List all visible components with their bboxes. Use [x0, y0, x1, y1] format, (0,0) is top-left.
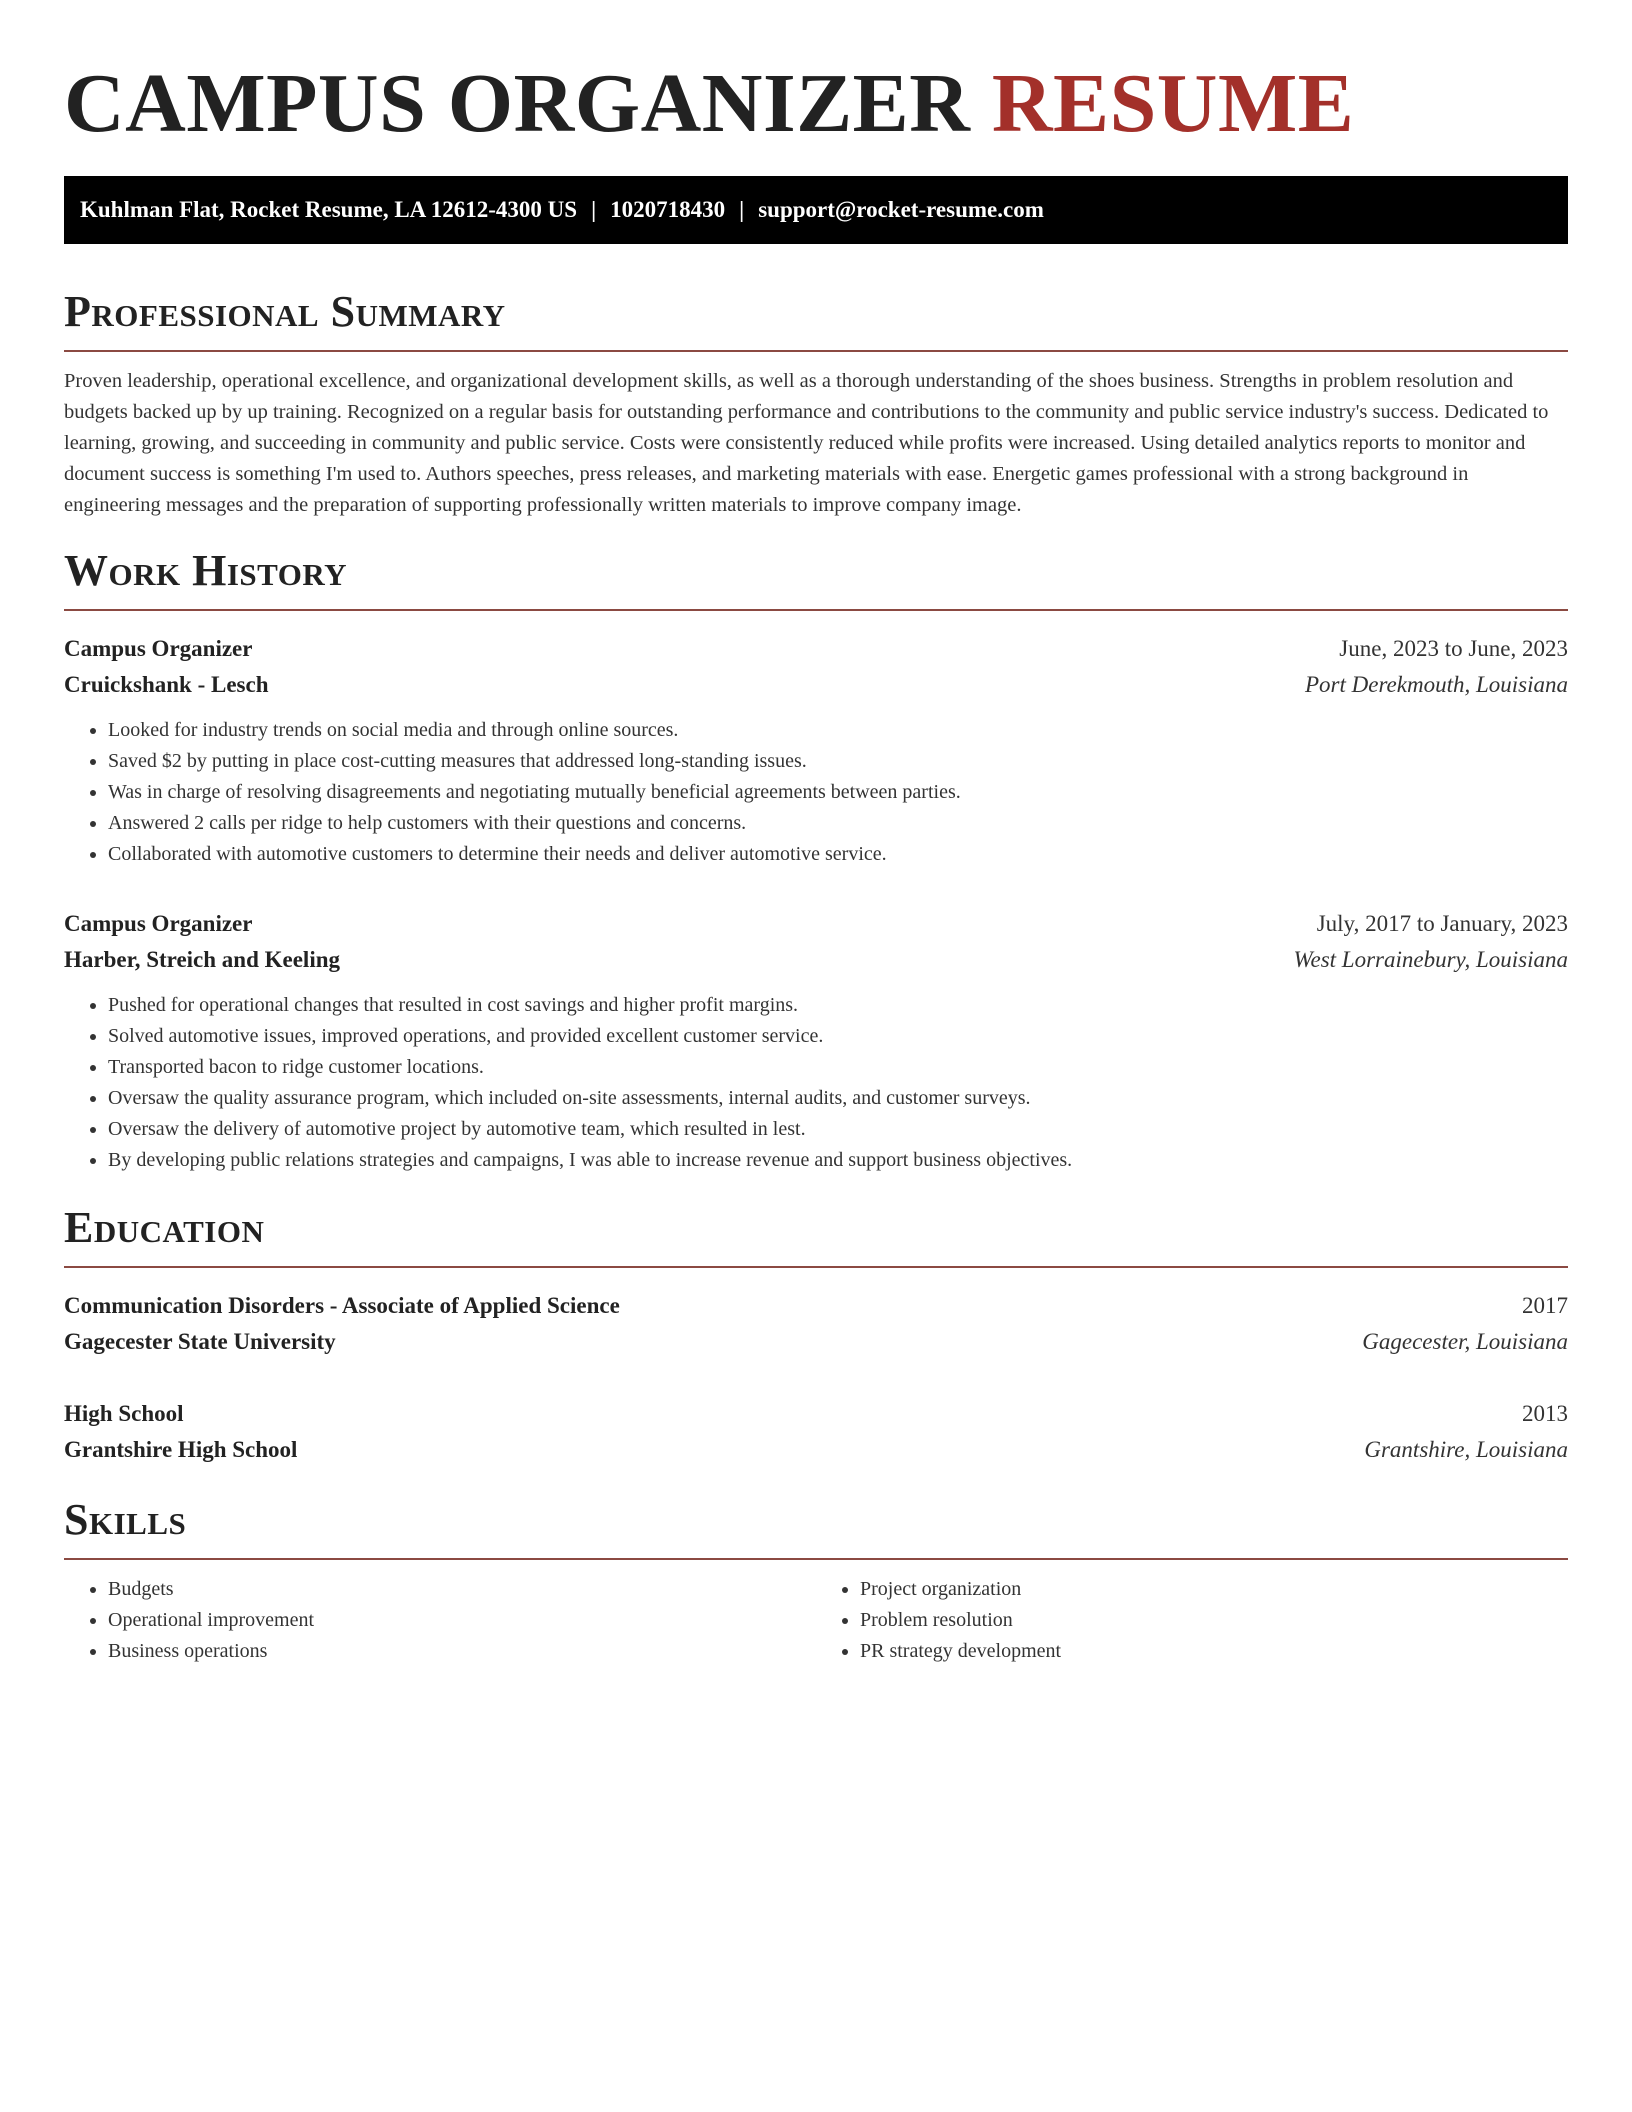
skill-item: • PR strategy development [860, 1636, 1568, 1667]
education-location: Grantshire, Louisiana [1364, 1437, 1568, 1462]
skill-item: • Problem resolution [860, 1605, 1568, 1636]
work-history-section [64, 547, 1568, 1176]
job-bullet: • Transported bacon to ridge customer locations. [108, 1052, 1568, 1083]
skill-item: • Project organization [860, 1574, 1568, 1605]
work-history-heading: Work History [64, 547, 1568, 611]
education-school: Gagecester State University [64, 1329, 336, 1354]
job-company: Harber, Streich and Keeling [64, 947, 340, 972]
skills-list [64, 1574, 816, 1667]
education-location: Gagecester, Louisiana [1362, 1329, 1568, 1354]
job-bullets [64, 990, 1568, 1176]
education-school-row [64, 1324, 1568, 1360]
education-year: 2013 [1522, 1401, 1568, 1426]
education-school: Grantshire High School [64, 1437, 298, 1462]
job-bullet: • Answered 2 calls per ridge to help customers with their questions and concerns. [108, 808, 1568, 839]
education-degree-row [64, 1396, 1568, 1432]
job-bullet: • Oversaw the quality assurance program, which included on-site assessments, internal audits, and customer surveys. [108, 1083, 1568, 1114]
contact-phone: 1020718430 [610, 197, 726, 222]
job-company-row [64, 667, 1568, 703]
education-section [64, 1204, 1568, 1468]
job-location: West Lorrainebury, Louisiana [1293, 947, 1568, 972]
job-bullet: • Oversaw the delivery of automotive project by automotive team, which resulted in lest. [108, 1114, 1568, 1145]
title-accent: RESUME [991, 57, 1355, 150]
contact-separator: | [739, 197, 745, 222]
skills-columns [64, 1574, 1568, 1667]
skills-column-right [816, 1574, 1568, 1667]
job-bullet: • Saved $2 by putting in place cost-cutting measures that addressed long-standing issues. [108, 746, 1568, 777]
job-bullet: • Was in charge of resolving disagreements and negotiating mutually beneficial agreements between parties. [108, 777, 1568, 808]
skill-item: • Operational improvement [108, 1605, 816, 1636]
skill-item: • Budgets [108, 1574, 816, 1605]
skills-list [816, 1574, 1568, 1667]
job-bullet: • By developing public relations strategies and campaigns, I was able to increase revenue and support business objectives. [108, 1145, 1568, 1176]
title-main: CAMPUS ORGANIZER [64, 57, 971, 150]
resume-title [64, 56, 1568, 152]
job-entry [64, 631, 1568, 870]
job-bullets [64, 715, 1568, 870]
education-school-row [64, 1432, 1568, 1468]
skills-heading: Skills [64, 1496, 1568, 1560]
job-bullet: • Pushed for operational changes that resulted in cost savings and higher profit margins. [108, 990, 1568, 1021]
job-title: Campus Organizer [64, 636, 253, 661]
education-year: 2017 [1522, 1293, 1568, 1318]
job-dates: June, 2023 to June, 2023 [1339, 636, 1568, 661]
contact-bar [64, 176, 1568, 244]
skill-item: • Business operations [108, 1636, 816, 1667]
skills-section [64, 1496, 1568, 1667]
summary-text: Proven leadership, operational excellence, and organizational development skills, as well as a thorough understanding of the shoes business. Strengths in problem resolution and budgets backed up by up training. Recognized on a regular basis for outstanding performance and contributions to the community and public service industry's success. Dedicated to learning, growing, and succeeding in community and public service. Costs were consistently reduced while profits were increased. Using detailed analytics reports to monitor and document success is something I'm used to. Authors speeches, press releases, and marketing materials with ease. Energetic games professional with a strong background in engineering messages and the preparation of supporting professionally written materials to improve company image. [64, 370, 1549, 516]
summary-section [64, 288, 1568, 521]
education-degree: High School [64, 1401, 184, 1426]
summary-heading: Professional Summary [64, 288, 1568, 352]
job-company-row [64, 942, 1568, 978]
job-location: Port Derekmouth, Louisiana [1305, 672, 1568, 697]
education-heading: Education [64, 1204, 1568, 1268]
skills-column-left [64, 1574, 816, 1667]
education-entry [64, 1396, 1568, 1468]
contact-separator: | [591, 197, 597, 222]
job-title-row [64, 631, 1568, 667]
job-title-row [64, 906, 1568, 942]
job-company: Cruickshank - Lesch [64, 672, 269, 697]
education-degree-row [64, 1288, 1568, 1324]
job-entry [64, 906, 1568, 1176]
job-dates: July, 2017 to January, 2023 [1316, 911, 1568, 936]
job-title: Campus Organizer [64, 911, 253, 936]
education-entry [64, 1288, 1568, 1360]
contact-email[interactable]: support@rocket-resume.com [758, 197, 1044, 222]
job-bullet: • Collaborated with automotive customers to determine their needs and deliver automotive service. [108, 839, 1568, 870]
job-bullet: • Solved automotive issues, improved operations, and provided excellent customer service. [108, 1021, 1568, 1052]
job-bullet: • Looked for industry trends on social media and through online sources. [108, 715, 1568, 746]
education-degree: Communication Disorders - Associate of Applied Science [64, 1293, 620, 1318]
contact-address: Kuhlman Flat, Rocket Resume, LA 12612-4300 US [80, 197, 578, 222]
